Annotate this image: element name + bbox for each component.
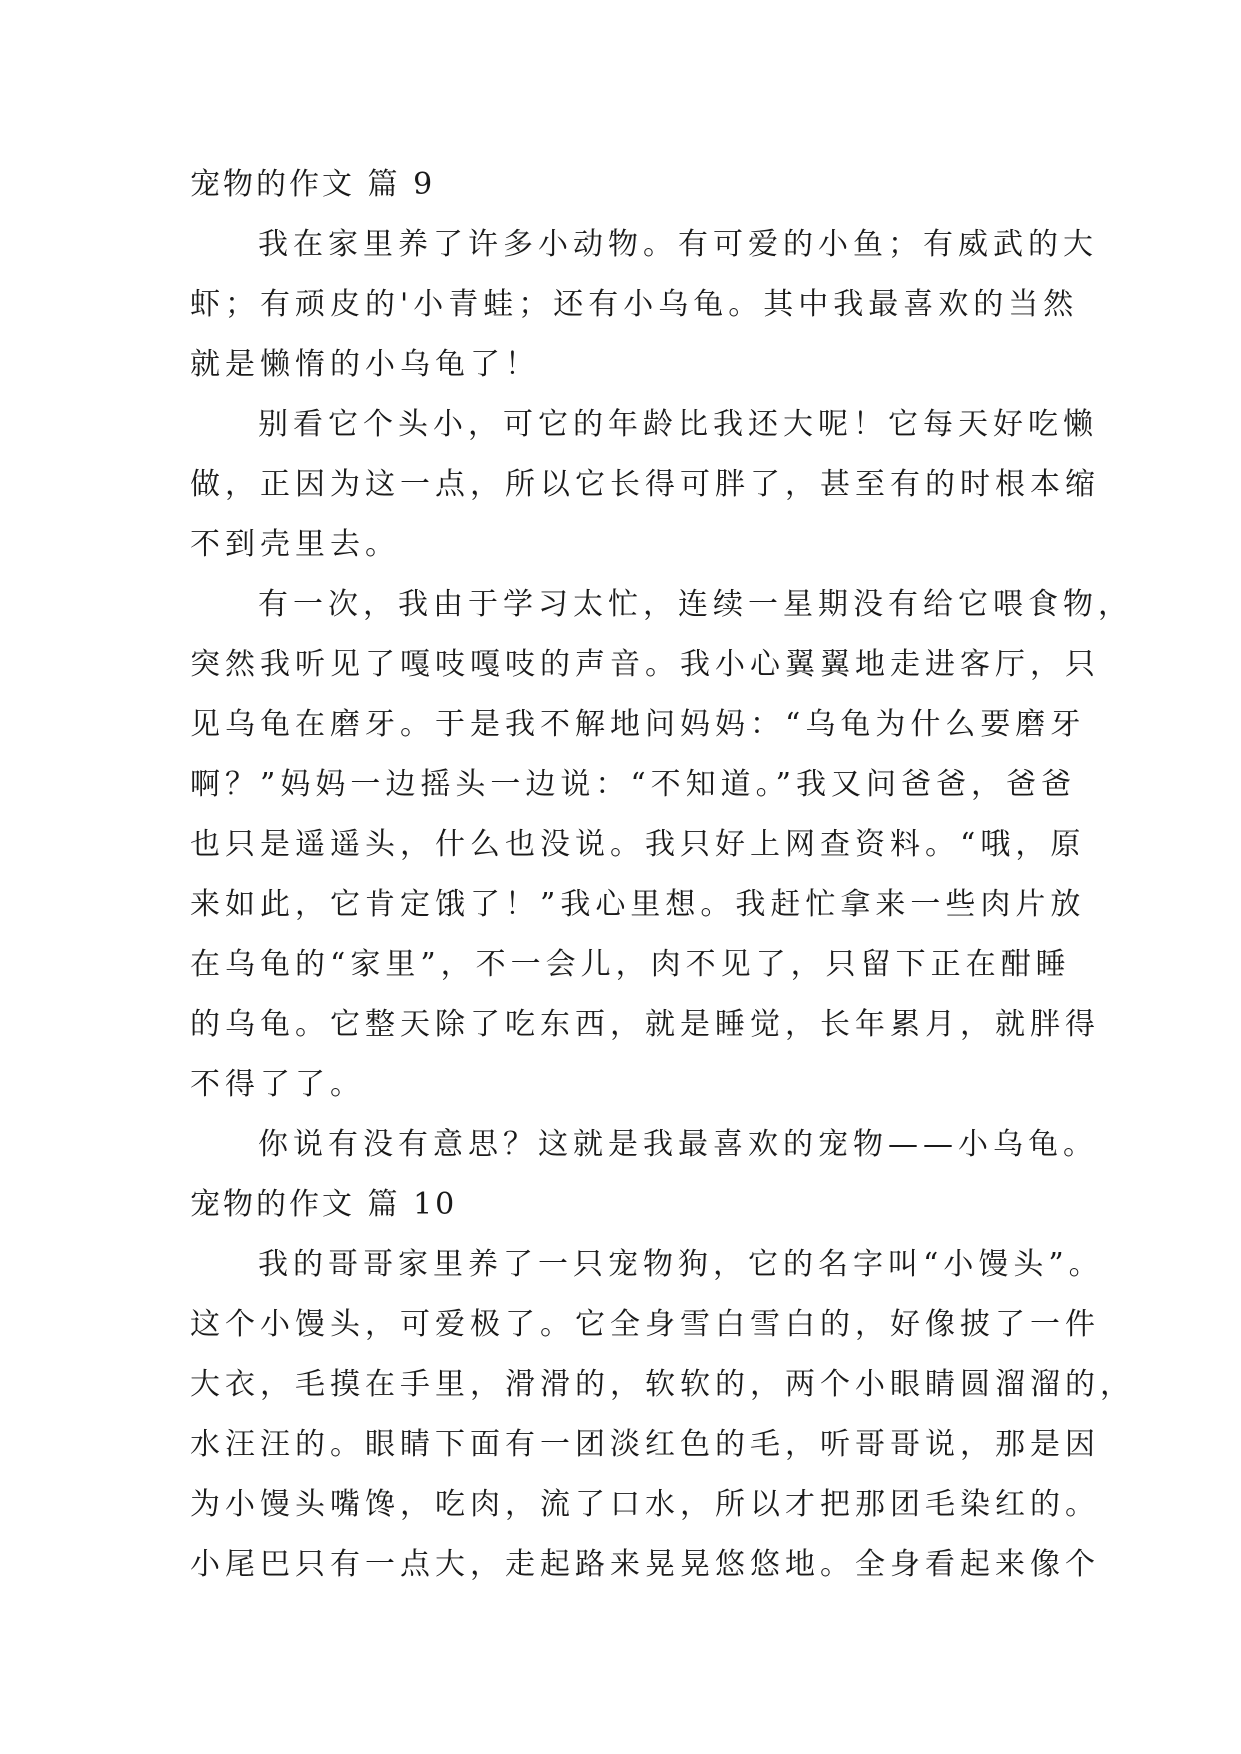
text-line: 也只是遥遥头，什么也没说。我只好上网查资料。“哦，原 xyxy=(190,827,1086,862)
paragraph xyxy=(190,395,1100,575)
text-line: 来如此，它肯定饿了！”我心里想。我赶忙拿来一些肉片放 xyxy=(190,887,1086,922)
section-title: 宠物的作文 篇 10 xyxy=(190,1187,458,1222)
text-line: 我在家里养了许多小动物。有可爱的小鱼；有威武的大 xyxy=(258,227,1098,262)
text-line: 的乌龟。它整天除了吃东西，就是睡觉，长年累月，就胖得 xyxy=(190,1007,1100,1042)
text-line: 这个小馒头，可爱极了。它全身雪白雪白的，好像披了一件 xyxy=(190,1307,1100,1342)
text-line: 突然我听见了嘎吱嘎吱的声音。我小心翼翼地走进客厅，只 xyxy=(190,647,1100,682)
text-line: 水汪汪的。眼睛下面有一团淡红色的毛，听哥哥说，那是因 xyxy=(190,1427,1100,1462)
text-line: 别看它个头小，可它的年龄比我还大呢！它每天好吃懒 xyxy=(258,407,1098,442)
text-line: 我的哥哥家里养了一只宠物狗，它的名字叫“小馒头”。 xyxy=(258,1247,1104,1282)
text-line: 为小馒头嘴馋，吃肉，流了口水，所以才把那团毛染红的。 xyxy=(190,1487,1100,1522)
text-line: 你说有没有意思？这就是我最喜欢的宠物——小乌龟。 xyxy=(258,1127,1098,1162)
text-line: 见乌龟在磨牙。于是我不解地问妈妈：“乌龟为什么要磨牙 xyxy=(190,707,1086,742)
text-line: 虾；有顽皮的'小青蛙；还有小乌龟。其中我最喜欢的当然 xyxy=(190,287,1079,322)
text-line: 有一次，我由于学习太忙，连续一星期没有给它喂食物， xyxy=(258,587,1133,622)
text-line: 不到壳里去。 xyxy=(190,527,400,562)
text-line: 小尾巴只有一点大，走起路来晃晃悠悠地。全身看起来像个 xyxy=(190,1547,1100,1582)
essay-section-10 xyxy=(190,1175,1135,1595)
text-line: 不得了了。 xyxy=(190,1067,365,1102)
section-title: 宠物的作文 篇 9 xyxy=(190,167,436,202)
text-line: 做，正因为这一点，所以它长得可胖了，甚至有的时根本缩 xyxy=(190,467,1100,502)
document-page xyxy=(190,155,1135,1595)
text-line: 啊？”妈妈一边摇头一边说：“不知道。”我又问爸爸，爸爸 xyxy=(190,767,1077,802)
text-line: 就是懒惰的小乌龟了！ xyxy=(190,347,540,382)
text-line: 大衣，毛摸在手里，滑滑的，软软的，两个小眼睛圆溜溜的， xyxy=(190,1367,1135,1402)
paragraph xyxy=(190,1115,1098,1175)
essay-section-9 xyxy=(190,155,1133,1175)
paragraph xyxy=(190,1235,1135,1595)
paragraph xyxy=(190,215,1098,395)
paragraph xyxy=(190,575,1133,1115)
text-line: 在乌龟的“家里”，不一会儿，肉不见了，只留下正在酣睡 xyxy=(190,947,1071,982)
